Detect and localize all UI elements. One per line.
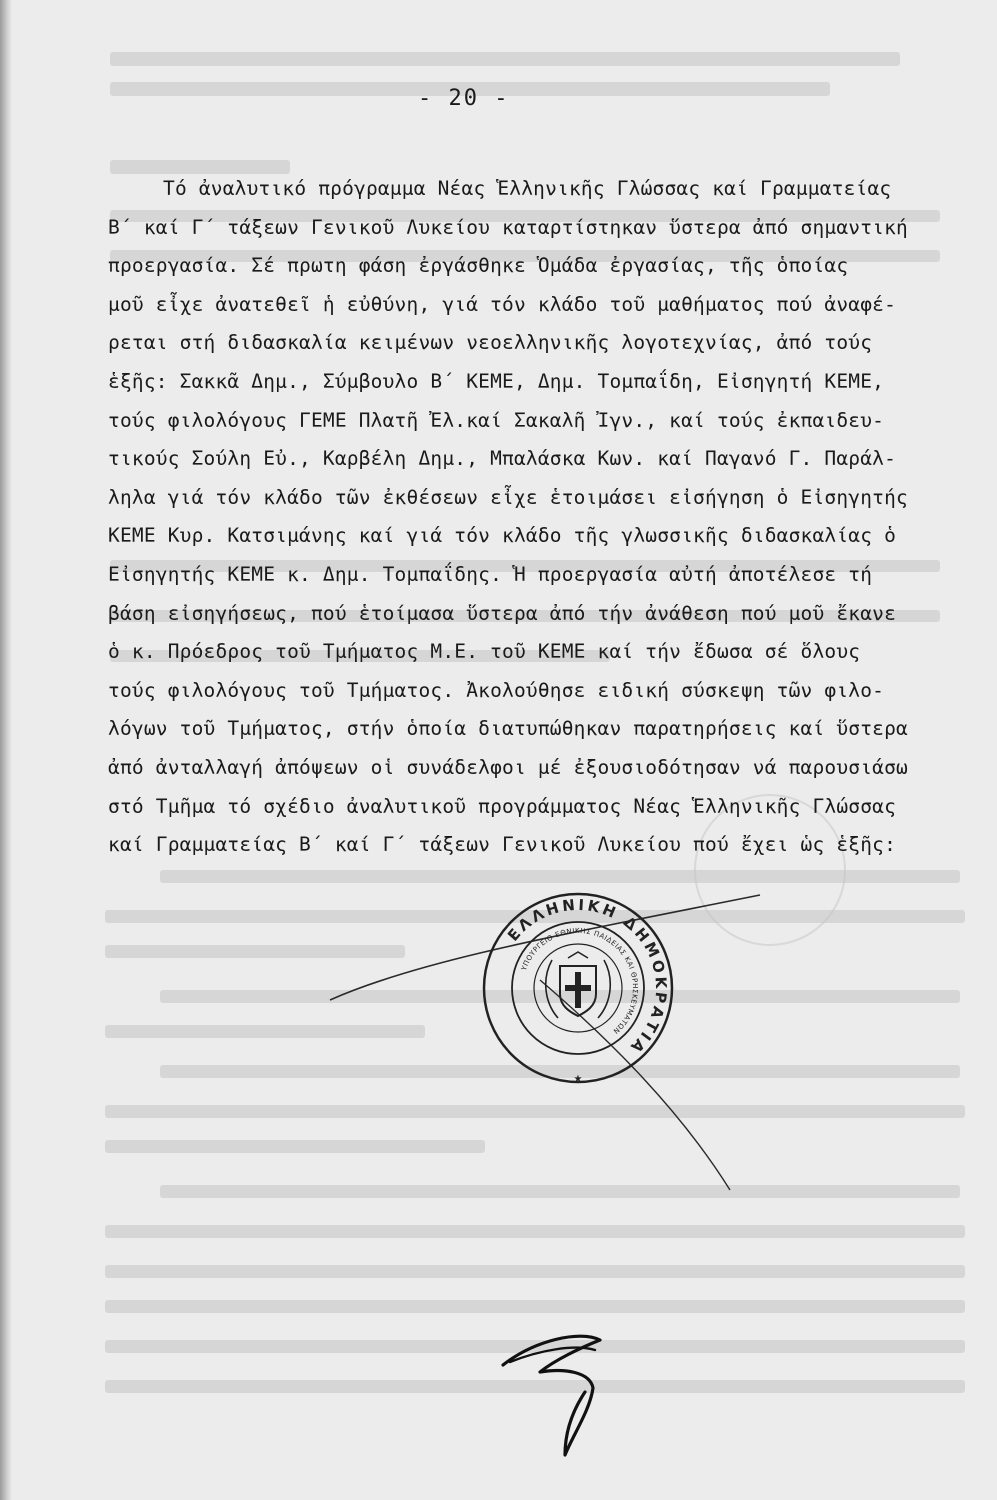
text-line: ληλα γιά τόν κλάδο τῶν ἐκθέσεων εἶχε ἑτοιμάσει εἰσήγηση ὁ Εἰσηγητής [108, 485, 908, 509]
text-line: τούς φιλολόγους τοῦ Τμήματος. Ἀκολούθησε ειδική σύσκεψη τῶν φιλο- [108, 678, 885, 702]
text-line: βάση εἰσηγήσεως, πού ἑτοίμασα ὕστερα ἀπό τήν ἀνάθεση πού μοῦ ἔκανε [108, 601, 897, 625]
text-line: τικούς Σούλη Εὐ., Καρβέλη Δημ., Μπαλάσκα Κων. καί Παγανό Γ. Παράλ- [108, 447, 897, 471]
seal-star-icon: ★ [573, 1070, 583, 1086]
text-line: μοῦ εἶχε ἀνατεθεῖ ἡ εὐθύνη, γιά τόν κλάδο τοῦ μαθήματος πού ἀναφέ- [108, 292, 897, 316]
svg-text:ΕΛΛΗΝΙΚΗ ΔΗΜΟΚΡΑΤΙΑ [504, 896, 670, 1059]
text-line: ὁ κ. Πρόεδρος τοῦ Τμήματος Μ.Ε. τοῦ ΚΕΜΕ καί τήν ἔδωσα σέ ὅλους [108, 640, 861, 664]
text-line: ΚΕΜΕ Κυρ. Κατσιμάνης καί γιά τόν κλάδο τῆς γλωσσικῆς διδασκαλίας ὁ [108, 524, 897, 548]
seal-outer-text: ΕΛΛΗΝΙΚΗ ΔΗΜΟΚΡΑΤΙΑ [504, 895, 671, 1059]
text-line: τούς φιλολόγους ΓΕΜΕ Πλατῆ Ἐλ.καί Σακαλῆ Ἰγν., καί τούς ἐκπαιδευ- [108, 408, 885, 432]
page-number: - 20 - [418, 86, 510, 111]
coat-of-arms-icon [546, 952, 611, 1018]
text-line: ρεται στή διδασκαλία κειμένων νεοελληνικῆς λογοτεχνίας, ἀπό τούς [108, 331, 873, 355]
text-line: στό Τμῆμα τό σχέδιο ἀναλυτικοῦ προγράμματος Νέας Ἑλληνικῆς Γλώσσας [108, 794, 897, 818]
text-line: Τό ἀναλυτικό πρόγραμμα Νέας Ἑλληνικῆς Γλώσσας καί Γραμματείας [163, 177, 892, 200]
text-line: Β΄ καί Γ΄ τάξεων Γενικοῦ Λυκείου καταρτίστηκαν ὕστερα ἀπό σημαντική [108, 215, 908, 239]
text-line: ἑξῆς: Σακκᾶ Δημ., Σύμβουλο Β΄ ΚΕΜΕ, Δημ. Τομπαΐδη, Εἰσηγητή ΚΕΜΕ, [108, 369, 885, 393]
text-line: Εἰσηγητής ΚΕΜΕ κ. Δημ. Τομπαΐδης. Ἡ προεργασία αὐτή ἀποτέλεσε τή [108, 562, 873, 586]
handwritten-signature [495, 1310, 625, 1460]
text-line: λόγων τοῦ Τμήματος, στήν ὁποία διατυπώθηκαν παρατηρήσεις καί ὕστερα [108, 717, 908, 741]
text-line: προεργασία. Σέ πρωτη φάση ἐργάσθηκε Ὁμάδα ἐργασίας, τῆς ὁποίας [108, 254, 849, 278]
seal-inner-text: ΥΠΟΥΡΓΕΙΟ ΕΘΝΙΚΗΣ ΠΑΙΔΕΙΑΣ ΚΑΙ ΘΡΗΣΚΕΥΜΑΤΩΝ [520, 926, 640, 1036]
official-seal [478, 888, 678, 1088]
text-line: καί Γραμματείας Β΄ καί Γ΄ τάξεων Γενικοῦ Λυκείου πού ἔχει ὡς ἑξῆς: [108, 833, 897, 857]
text-line: ἀπό ἀνταλλαγή ἀπόψεων οἱ συνάδελφοι μέ ἐξουσιοδότησαν νά παρουσιάσω [108, 755, 908, 779]
